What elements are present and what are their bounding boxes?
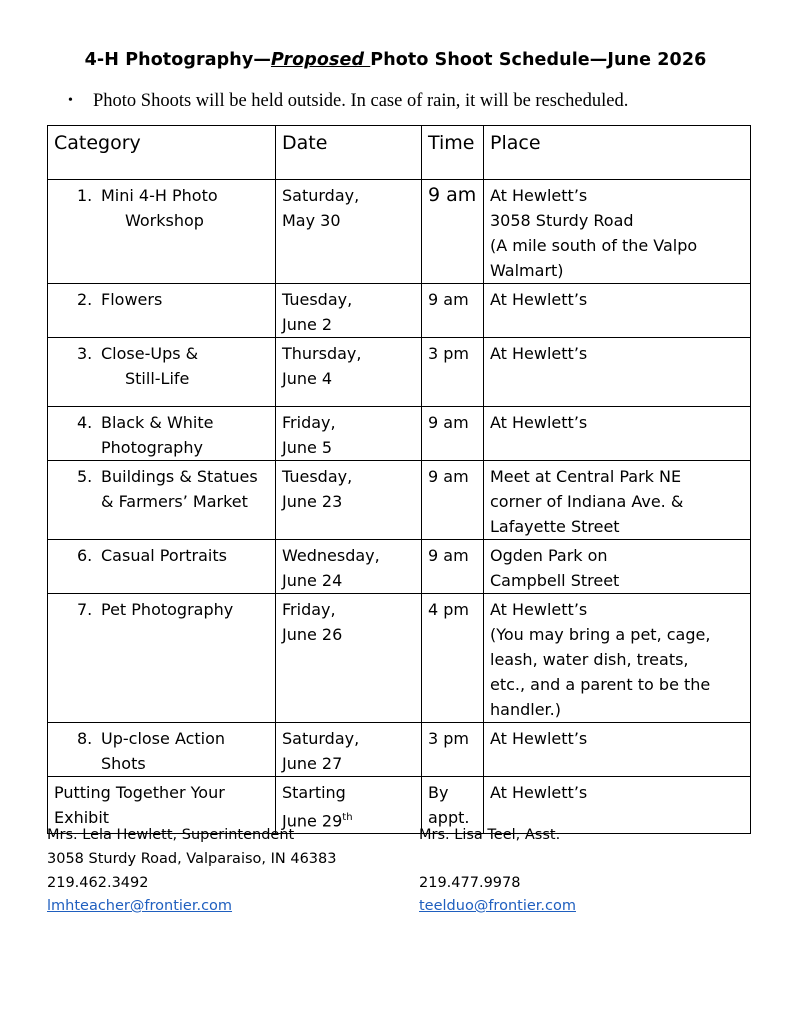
rain-notice-text: Photo Shoots will be held outside. In case of rain, it will be rescheduled. bbox=[93, 91, 629, 111]
title-prefix: 4-H Photography— bbox=[84, 50, 271, 70]
category-line: Still-Life bbox=[125, 369, 190, 388]
cell-line: Friday, bbox=[282, 600, 336, 619]
cell-line: Meet at Central Park NE bbox=[490, 467, 682, 486]
category-line: Exhibit bbox=[54, 808, 110, 827]
cell-line: Tuesday, bbox=[282, 467, 353, 486]
header-date: Date bbox=[276, 126, 422, 180]
table-row bbox=[48, 461, 751, 540]
cell-line: At Hewlett’s bbox=[490, 290, 588, 309]
item-number: 2. bbox=[77, 290, 93, 309]
date-line bbox=[282, 805, 415, 833]
superintendent-phone: 219.462.3492 bbox=[47, 875, 149, 891]
date-cell bbox=[276, 540, 422, 594]
category-line: Mini 4-H Photo bbox=[101, 186, 218, 205]
place-cell bbox=[484, 594, 751, 723]
place-cell bbox=[484, 777, 751, 834]
item-number: 3. bbox=[77, 344, 93, 363]
place-cell bbox=[484, 338, 751, 407]
cell-line: June 27 bbox=[282, 754, 343, 773]
superintendent-email-link[interactable]: lmhteacher@frontier.com bbox=[47, 898, 233, 914]
date-line: Starting bbox=[282, 783, 346, 802]
cell-line: June 5 bbox=[282, 438, 333, 457]
cell-line: June 2 bbox=[282, 315, 333, 334]
item-number: 4. bbox=[77, 413, 93, 432]
cell-line: Saturday, bbox=[282, 186, 360, 205]
cell-line: Campbell Street bbox=[490, 571, 620, 590]
cell-line: June 4 bbox=[282, 369, 333, 388]
category-line: Buildings & Statues bbox=[101, 467, 258, 486]
date-cell bbox=[276, 407, 422, 461]
category-cell bbox=[48, 723, 276, 777]
time-cell bbox=[422, 407, 484, 461]
header-time: Time bbox=[422, 126, 484, 180]
cell-line: leash, water dish, treats, bbox=[490, 650, 689, 669]
cell-line: Thursday, bbox=[282, 344, 362, 363]
table-row bbox=[48, 407, 751, 461]
category-line: Up-close Action bbox=[101, 729, 226, 748]
category-line: Shots bbox=[101, 754, 146, 773]
category-line: Pet Photography bbox=[101, 600, 234, 619]
page-title bbox=[0, 50, 791, 70]
category-line: Close-Ups & bbox=[101, 344, 199, 363]
item-number: 1. bbox=[77, 186, 93, 205]
superintendent-address: 3058 Sturdy Road, Valparaiso, IN 46383 bbox=[47, 851, 337, 867]
place-cell bbox=[484, 723, 751, 777]
place-cell bbox=[484, 284, 751, 338]
date-cell bbox=[276, 723, 422, 777]
place-line: At Hewlett’s bbox=[490, 783, 588, 802]
item-number: 8. bbox=[77, 729, 93, 748]
category-line: Casual Portraits bbox=[101, 546, 227, 565]
cell-line: 9 am bbox=[428, 184, 477, 206]
cell-line: Wednesday, bbox=[282, 546, 380, 565]
assistant-email-link[interactable]: teelduo@frontier.com bbox=[419, 898, 576, 914]
date-cell bbox=[276, 461, 422, 540]
title-suffix: Photo Shoot Schedule—June 2026 bbox=[370, 50, 707, 70]
category-cell bbox=[48, 594, 276, 723]
time-cell bbox=[422, 723, 484, 777]
title-emphasis: Proposed bbox=[270, 50, 371, 70]
item-number: 6. bbox=[77, 546, 93, 565]
superintendent-name: Mrs. Lela Hewlett, Superintendent bbox=[47, 827, 295, 843]
cell-line: (A mile south of the Valpo bbox=[490, 236, 698, 255]
time-cell bbox=[422, 540, 484, 594]
category-line: Photography bbox=[101, 438, 203, 457]
schedule-table bbox=[47, 125, 751, 834]
time-cell bbox=[422, 284, 484, 338]
cell-line: 4 pm bbox=[428, 600, 470, 619]
time-line: appt. bbox=[428, 808, 470, 827]
time-cell bbox=[422, 338, 484, 407]
cell-line: 3 pm bbox=[428, 344, 470, 363]
cell-line: corner of Indiana Ave. & bbox=[490, 492, 684, 511]
time-cell bbox=[422, 594, 484, 723]
cell-line: etc., and a parent to be the bbox=[490, 675, 711, 694]
table-row bbox=[48, 723, 751, 777]
category-line: Workshop bbox=[125, 211, 204, 230]
time-cell bbox=[422, 180, 484, 284]
cell-line: June 26 bbox=[282, 625, 343, 644]
cell-line: 9 am bbox=[428, 546, 469, 565]
assistant-phone: 219.477.9978 bbox=[419, 875, 521, 891]
cell-line: At Hewlett’s bbox=[490, 344, 588, 363]
date-cell bbox=[276, 284, 422, 338]
cell-line: Lafayette Street bbox=[490, 517, 620, 536]
date-ordinal-suffix: th bbox=[342, 812, 353, 823]
cell-line: 3058 Sturdy Road bbox=[490, 211, 634, 230]
header-category: Category bbox=[48, 126, 276, 180]
cell-line: At Hewlett’s bbox=[490, 729, 588, 748]
category-cell bbox=[48, 461, 276, 540]
category-line: & Farmers’ Market bbox=[101, 492, 248, 511]
rain-notice bbox=[68, 91, 628, 112]
date-text: June 29 bbox=[282, 811, 343, 831]
category-line: Black & White bbox=[101, 413, 214, 432]
place-cell bbox=[484, 540, 751, 594]
cell-line: June 23 bbox=[282, 492, 343, 511]
cell-line: 9 am bbox=[428, 413, 469, 432]
category-line: Putting Together Your bbox=[54, 783, 225, 802]
cell-line: May 30 bbox=[282, 211, 341, 230]
cell-line: 9 am bbox=[428, 467, 469, 486]
date-cell bbox=[276, 594, 422, 723]
time-cell bbox=[422, 461, 484, 540]
cell-line: At Hewlett’s bbox=[490, 186, 588, 205]
item-number: 5. bbox=[77, 467, 93, 486]
cell-line: handler.) bbox=[490, 700, 561, 719]
table-row-exhibit bbox=[48, 777, 751, 834]
category-cell bbox=[48, 777, 276, 834]
category-cell bbox=[48, 284, 276, 338]
cell-line: At Hewlett’s bbox=[490, 600, 588, 619]
time-line: By bbox=[428, 783, 449, 802]
header-place: Place bbox=[484, 126, 751, 180]
date-cell bbox=[276, 338, 422, 407]
table-row bbox=[48, 284, 751, 338]
item-number: 7. bbox=[77, 600, 93, 619]
cell-line: 9 am bbox=[428, 290, 469, 309]
table-row bbox=[48, 540, 751, 594]
cell-line: June 24 bbox=[282, 571, 343, 590]
cell-line: Tuesday, bbox=[282, 290, 353, 309]
cell-line: Ogden Park on bbox=[490, 546, 608, 565]
cell-line: Walmart) bbox=[490, 261, 564, 280]
place-cell bbox=[484, 407, 751, 461]
assistant-name: Mrs. Lisa Teel, Asst. bbox=[419, 827, 561, 843]
category-line: Flowers bbox=[101, 290, 163, 309]
category-cell bbox=[48, 540, 276, 594]
place-cell bbox=[484, 180, 751, 284]
table-row bbox=[48, 338, 751, 407]
cell-line: Saturday, bbox=[282, 729, 360, 748]
cell-line: (You may bring a pet, cage, bbox=[490, 625, 711, 644]
bullet-icon: • bbox=[68, 93, 73, 108]
table-header-row bbox=[48, 126, 751, 180]
time-cell bbox=[422, 777, 484, 834]
place-cell bbox=[484, 461, 751, 540]
date-cell bbox=[276, 180, 422, 284]
cell-line: At Hewlett’s bbox=[490, 413, 588, 432]
table-row bbox=[48, 594, 751, 723]
category-cell bbox=[48, 338, 276, 407]
cell-line: Friday, bbox=[282, 413, 336, 432]
category-cell bbox=[48, 180, 276, 284]
date-cell bbox=[276, 777, 422, 834]
cell-line: 3 pm bbox=[428, 729, 470, 748]
table-row bbox=[48, 180, 751, 284]
category-cell bbox=[48, 407, 276, 461]
